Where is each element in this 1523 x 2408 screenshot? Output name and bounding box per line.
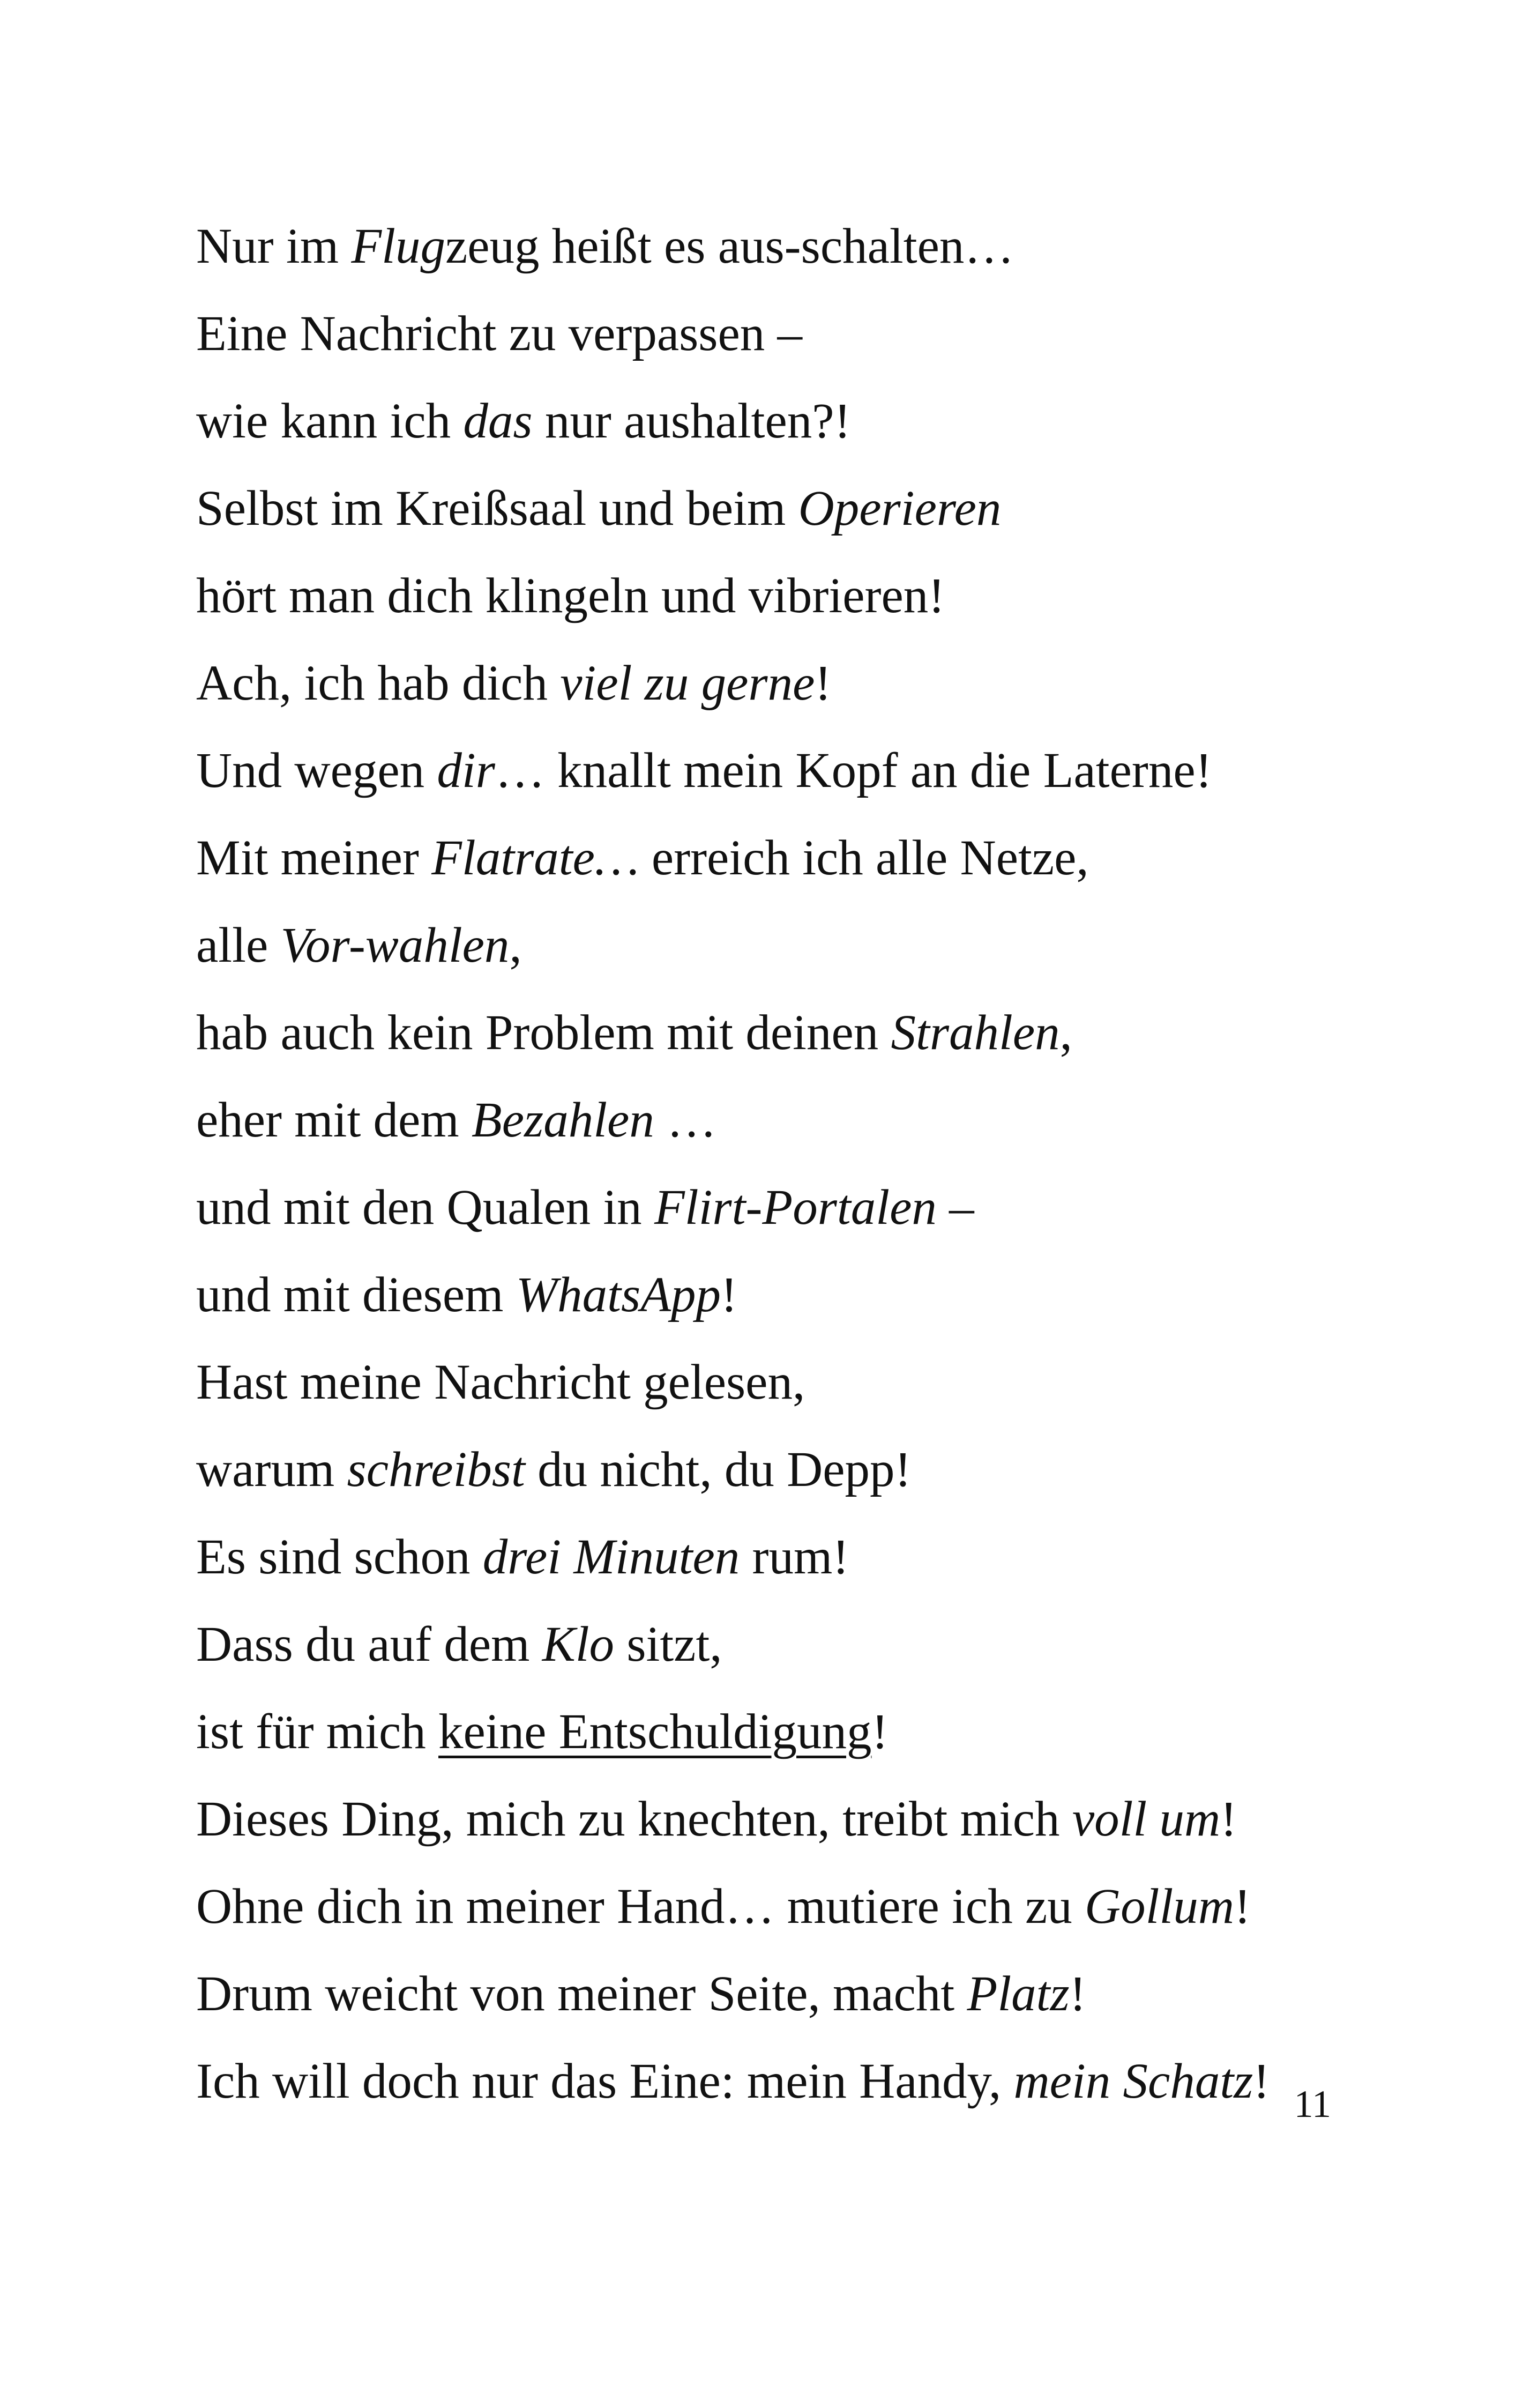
poem-line xyxy=(196,823,1429,911)
line-text: ist für mich xyxy=(196,1704,439,1759)
line-text: , xyxy=(1059,1005,1072,1060)
italic-emphasis: Gollum xyxy=(1084,1879,1234,1934)
italic-emphasis: Flatrate… xyxy=(431,830,639,886)
italic-emphasis: Flirt-Portalen xyxy=(654,1180,937,1235)
line-text: … knallt mein Kopf an die Laterne! xyxy=(495,743,1212,798)
line-text: ! xyxy=(871,1704,889,1759)
poem-line xyxy=(196,1785,1429,1872)
poem-line xyxy=(196,911,1429,998)
line-text: zeug heißt es aus-schalten… xyxy=(445,219,1014,274)
line-text: , xyxy=(509,918,522,973)
poem-line xyxy=(196,561,1429,649)
italic-emphasis: Flug xyxy=(351,219,445,274)
underlined-emphasis: keine Entschuldigung xyxy=(438,1704,872,1759)
line-text: Dieses Ding, mich zu knechten, treibt mich xyxy=(196,1792,1072,1847)
line-text: sitzt, xyxy=(614,1617,722,1672)
line-text: Drum weicht von meiner Seite, macht xyxy=(196,1966,967,2021)
line-text: Ich will doch nur das Eine: mein Handy, xyxy=(196,2054,1014,2109)
line-text: Dass du auf dem xyxy=(196,1617,542,1672)
poem-line xyxy=(196,1610,1429,1697)
poem-line xyxy=(196,387,1429,474)
italic-emphasis: Platz xyxy=(967,1966,1070,2021)
line-text: eher mit dem xyxy=(196,1092,472,1148)
poem-line xyxy=(196,736,1429,823)
poem-line xyxy=(196,998,1429,1086)
poem-line xyxy=(196,1348,1429,1435)
line-text: ! xyxy=(1234,1879,1251,1934)
italic-emphasis: Vor-wahlen xyxy=(280,918,510,973)
italic-emphasis: drei Minuten xyxy=(482,1529,740,1585)
line-text: alle xyxy=(196,918,281,973)
poem-line xyxy=(196,2047,1429,2134)
italic-emphasis: Operieren xyxy=(798,481,1002,536)
line-text: Ohne dich in meiner Hand… mutiere ich zu xyxy=(196,1879,1085,1934)
line-text: Hast meine Nachricht gelesen, xyxy=(196,1355,805,1410)
line-text: … xyxy=(654,1092,717,1148)
line-text: rum! xyxy=(740,1529,849,1585)
poem-text xyxy=(196,212,1429,2134)
line-text: du nicht, du Depp! xyxy=(525,1442,912,1497)
line-text: ! xyxy=(1220,1792,1237,1847)
italic-emphasis: schreibst xyxy=(347,1442,525,1497)
line-text: ! xyxy=(721,1267,737,1322)
line-text: Es sind schon xyxy=(196,1529,483,1585)
italic-emphasis: dir xyxy=(437,743,495,798)
italic-emphasis: Strahlen xyxy=(891,1005,1060,1060)
poem-line xyxy=(196,212,1429,299)
line-text: und mit den Qualen in xyxy=(196,1180,654,1235)
line-text: Und wegen xyxy=(196,743,437,798)
line-text: ! xyxy=(1253,2054,1270,2109)
poem-line xyxy=(196,1959,1429,2047)
line-text: Selbst im Kreißsaal und beim xyxy=(196,481,798,536)
italic-emphasis: WhatsApp xyxy=(516,1267,721,1322)
poem-line xyxy=(196,1697,1429,1785)
line-text: erreich ich alle Netze, xyxy=(639,830,1089,886)
poem-line xyxy=(196,474,1429,561)
italic-emphasis: mein Schatz xyxy=(1013,2054,1253,2109)
line-text: und mit diesem xyxy=(196,1267,516,1322)
line-text: warum xyxy=(196,1442,347,1497)
italic-emphasis: voll um xyxy=(1072,1792,1221,1847)
line-text: Nur im xyxy=(196,219,352,274)
italic-emphasis: Klo xyxy=(542,1617,615,1672)
poem-line xyxy=(196,1086,1429,1173)
poem-line xyxy=(196,1872,1429,1959)
line-text: wie kann ich xyxy=(196,393,464,449)
line-text: Ach, ich hab dich xyxy=(196,656,561,711)
page-number: 11 xyxy=(1294,2083,1331,2125)
line-text: hab auch kein Problem mit deinen xyxy=(196,1005,891,1060)
line-text: hört man dich klingeln und vibrieren! xyxy=(196,568,945,623)
poem-line xyxy=(196,649,1429,736)
line-text: nur aushalten?! xyxy=(532,393,851,449)
italic-emphasis: viel zu gerne xyxy=(560,656,815,711)
line-text: ! xyxy=(815,656,832,711)
poem-line xyxy=(196,1522,1429,1610)
line-text: – xyxy=(936,1180,974,1235)
poem-line xyxy=(196,299,1429,387)
line-text: Eine Nachricht zu verpassen – xyxy=(196,306,803,361)
line-text: Mit meiner xyxy=(196,830,432,886)
italic-emphasis: Bezahlen xyxy=(471,1092,654,1148)
poem-line xyxy=(196,1173,1429,1260)
poem-line xyxy=(196,1260,1429,1348)
italic-emphasis: das xyxy=(463,393,533,449)
line-text: ! xyxy=(1069,1966,1086,2021)
poem-line xyxy=(196,1435,1429,1522)
